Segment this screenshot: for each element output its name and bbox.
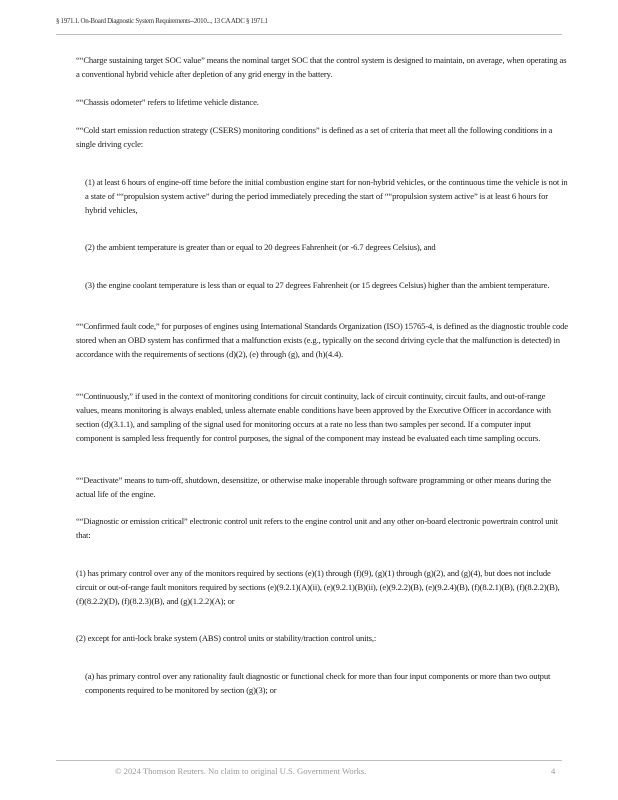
ecu-criterion-2a: (a) has primary control over any rationality fault diagnostic or functional check for more than four input components or more than two output components required to be monitored by section (g)(3); or [85, 671, 551, 695]
header-divider [56, 34, 562, 35]
copyright-notice: © 2024 Thomson Reuters. No claim to original U.S. Government Works. [115, 766, 367, 776]
csers-condition-2: (2) the ambient temperature is greater than or equal to 20 degrees Fahrenheit (or -6.7 degrees Celsius), and [85, 242, 436, 252]
definition-deactivate: ““Deactivate” means to turn-off, shutdown, desensitize, or otherwise make inoperable through software programming or other means during the actual life of the engine. [76, 475, 551, 499]
definition-chassis-odometer: ““Chassis odometer” refers to lifetime vehicle distance. [76, 97, 259, 107]
definition-confirmed-fault-code: ““Confirmed fault code,” for purposes of engines using International Standards Organization (ISO) 15765-4, is defined as the diagnostic trouble code stored when an OBD system has confirmed that a malfunction exists (e.g., typically on the second driving cycle that the malfunction is detected) in accordance with the requirements of sections (d)(2), (e) through (g), and (h)(4.4). [76, 321, 568, 359]
definition-diagnostic-emission-critical-ecu: ““Diagnostic or emission critical” electronic control unit refers to the engine control unit and any other on-board electronic powertrain control unit that: [76, 516, 558, 540]
page-number: 4 [551, 766, 556, 776]
definition-csers-monitoring-conditions: ““Cold start emission reduction strategy (CSERS) monitoring conditions” is defined as a set of criteria that meet all the following conditions in a single driving cycle: [76, 125, 553, 149]
csers-condition-3: (3) the engine coolant temperature is less than or equal to 27 degrees Fahrenheit (or 15 degrees Celsius) higher than the ambient temperature. [85, 280, 550, 290]
csers-condition-1: (1) at least 6 hours of engine-off time before the initial combustion engine start for non-hybrid vehicles, or the continuous time the vehicle is not in a state of ““propulsion system active” during the period immediately preceding the start of ““propulsion system active” is at least 6 hours for hybrid vehicles, [85, 177, 568, 215]
definition-charge-sustaining-target-soc: ““Charge sustaining target SOC value” means the nominal target SOC that the control system is designed to maintain, on average, when operating as a conventional hybrid vehicle after depletion of any grid energy in the battery. [76, 55, 567, 79]
running-head: § 1971.1. On-Board Diagnostic System Requirements--2010..., 13 CA ADC § 1971.1 [56, 17, 268, 25]
ecu-criterion-1: (1) has primary control over any of the monitors required by sections (e)(1) through (f)(9), (g)(1) through (g)(2), and (g)(4), but does not include circuit or out-of-range fault monitors required by sections (e)(9.2.1)(A)(ii), (e)(9.2.1)(B)(ii), (e)(9.2.2)(B), (e)(9.2.4)(B), (f)(8.2.1)(B), (f)(8.2.2)(B), (f)(8.2.2)(D), (f)(8.2.3)(B), and (g)(1.2.2)(A); or [76, 568, 560, 606]
footer-divider [56, 760, 562, 761]
definition-continuously: ““Continuously,” if used in the context of monitoring conditions for circuit continuity, lack of circuit continuity, circuit faults, and out-of-range values, means monitoring is always enabled, unless alternate enable conditions have been approved by the Executive Officer in accordance with section (d)(3.1.1), and sampling of the signal used for monitoring occurs at a rate no less than two samples per second. If a computer input component is sampled less frequently for control purposes, the signal of the component may instead be evaluated each time sampling occurs. [76, 391, 551, 443]
ecu-criterion-2: (2) except for anti-lock brake system (ABS) control units or stability/traction control units,: [76, 633, 377, 643]
